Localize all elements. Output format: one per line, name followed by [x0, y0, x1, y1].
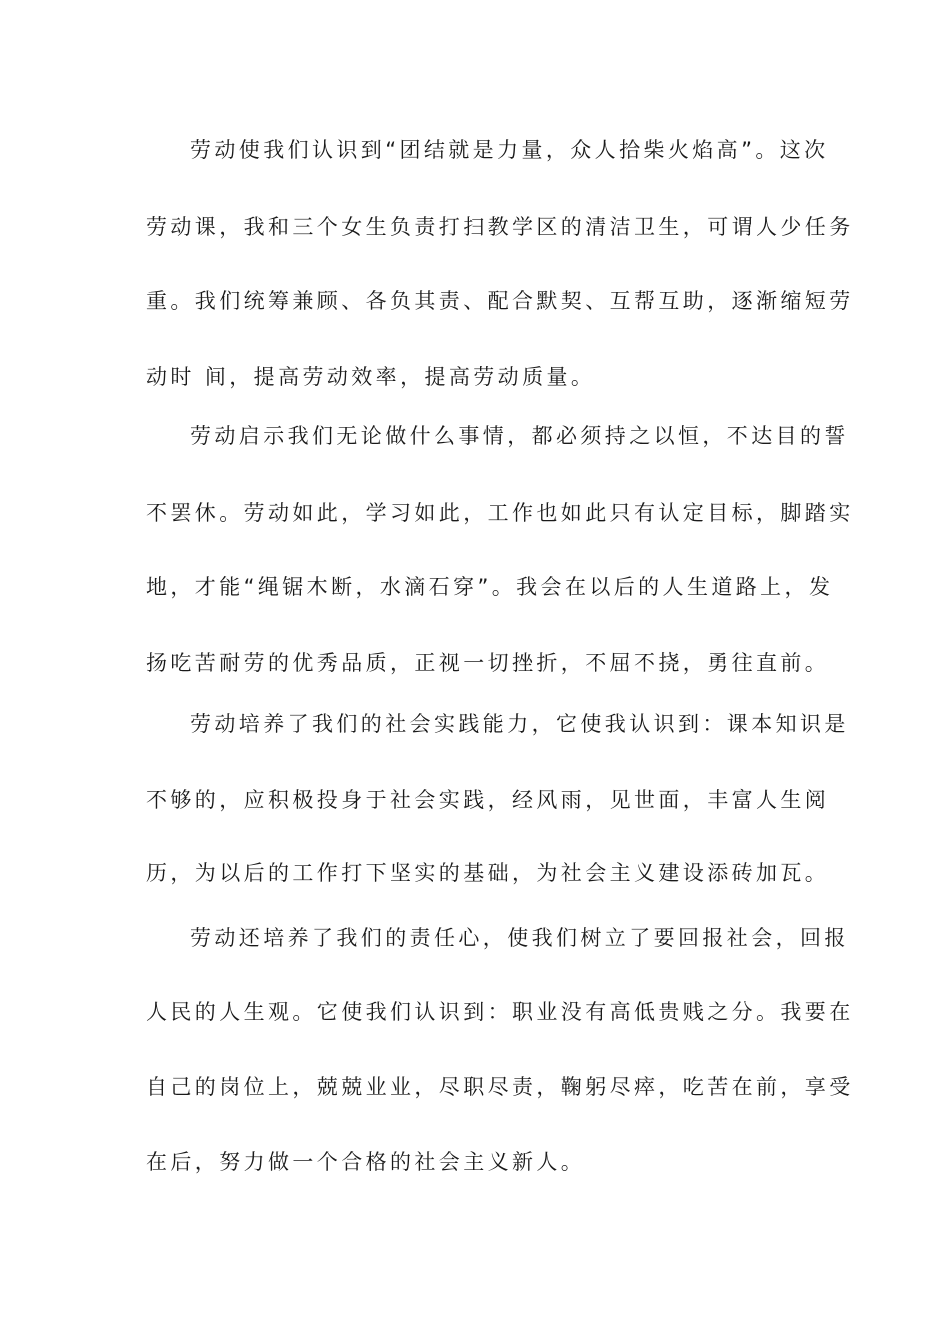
paragraph-2-line-3: 地，才能“绳锯木断，水滴石穿”。我会在以后的人生道路上，发 [146, 575, 834, 599]
paragraph-4-line-3: 自己的岗位上，兢兢业业，尽职尽责，鞠躬尽瘁，吃苦在前，享受 [146, 1075, 854, 1099]
paragraph-4-line-2: 人民的人生观。它使我们认识到：职业没有高低贵贱之分。我要在 [146, 1000, 854, 1024]
paragraph-2-line-1: 劳动启示我们无论做什么事情，都必须持之以恒，不达目的誓 [190, 424, 849, 448]
paragraph-2-line-4: 扬吃苦耐劳的优秀品质，正视一切挫折，不屈不挠，勇往直前。 [146, 651, 830, 675]
paragraph-2-line-2: 不罢休。劳动如此，学习如此，工作也如此只有认定目标，脚踏实 [146, 501, 854, 525]
paragraph-3-line-1: 劳动培养了我们的社会实践能力，它使我认识到：课本知识是 [190, 712, 849, 736]
paragraph-4-line-1: 劳动还培养了我们的责任心，使我们树立了要回报社会，回报 [190, 926, 849, 950]
paragraph-1-line-3: 重。我们统筹兼顾、各负其责、配合默契、互帮互助，逐渐缩短劳 [146, 289, 854, 313]
paragraph-1-line-4: 动时 间，提高劳动效率，提高劳动质量。 [146, 365, 596, 389]
paragraph-3-line-2: 不够的，应积极投身于社会实践，经风雨，见世面，丰富人生阅 [146, 788, 830, 812]
paragraph-1-line-1: 劳动使我们认识到“团结就是力量，众人拾柴火焰高”。这次 [190, 138, 829, 162]
paragraph-3-line-3: 历，为以后的工作打下坚实的基础，为社会主义建设添砖加瓦。 [146, 861, 830, 885]
paragraph-1-line-2: 劳动课，我和三个女生负责打扫教学区的清洁卫生，可谓人少任务 [146, 215, 854, 239]
paragraph-4-line-4: 在后，努力做一个合格的社会主义新人。 [146, 1150, 586, 1174]
